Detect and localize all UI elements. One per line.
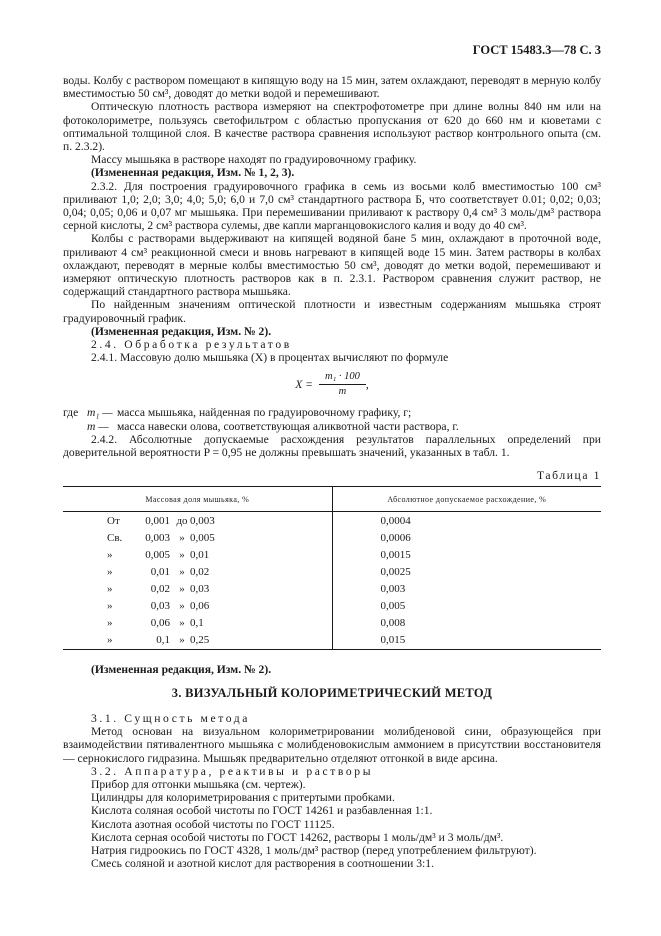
range-sep: до (176, 515, 188, 528)
table-row (63, 632, 601, 650)
range-sep: » (179, 566, 185, 579)
legend-symbol: m — (87, 419, 109, 433)
range-to: 0,01 (190, 549, 210, 562)
range-to: 0,005 (190, 532, 215, 545)
range-to: 0,02 (190, 566, 210, 579)
formula-legend (63, 406, 601, 419)
range-to: 0,1 (190, 617, 204, 630)
paragraph: воды. Колбу с раствором помещают в кипящую воду на 15 мин, затем охлаждают, переводят в мерную колбу вместимостью 50 см³, доводят до метки водой и перемешивают. (63, 74, 601, 101)
cell-mass-range (63, 547, 332, 564)
cell-tolerance: 0,005 (380, 600, 406, 613)
paragraph: 2.4.1. Массовую долю мышьяка (X) в процентах вычисляют по формуле (91, 351, 449, 365)
list-item: Кислота серная особой чистоты по ГОСТ 14262, растворы 1 моль/дм³ и 3 моль/дм³. (91, 830, 504, 844)
formula-denominator: m (338, 385, 347, 397)
range-from: 0,02 (150, 583, 170, 596)
range-prefix: Св. (107, 532, 123, 545)
paragraph: Колбы с растворами выдерживают на кипящей водяной бане 5 мин, охлаждают в проточной воде, приливают 4 см³ реакционной смеси и вновь нагревают в кипящей воде 15 мин. Затем растворы в колбах охлаждают, переводят в мерные колбы вместимостью 50 см³, доводят до метки водой, перемешивают и измеряют оптическую плотность растворов как в п. 2.3.1. Раствором сравнения служит раствор, не содержащий стандартного раствора мышьяка. (63, 232, 601, 299)
cell-mass-range (63, 632, 332, 650)
range-sep: » (179, 634, 185, 647)
section-heading: 3.1. Сущность метода (91, 711, 251, 725)
list-item: Прибор для отгонки мышьяка (см. чертеж). (91, 777, 306, 791)
legend-text: масса навески олова, соответствующая аликвотной части раствора, г. (117, 419, 459, 433)
range-to: 0,06 (190, 600, 210, 613)
table-row (63, 530, 601, 547)
range-prefix: » (107, 549, 113, 562)
table-row (63, 598, 601, 615)
list-item: Смесь соляной и азотной кислот для растворения в соотношении 3:1. (91, 857, 434, 871)
range-sep: » (179, 532, 185, 545)
revision-note: (Измененная редакция, Изм. № 2). (91, 324, 272, 338)
section-heading: 3.2. Аппаратура, реактивы и растворы (91, 764, 374, 778)
range-from: 0,06 (150, 617, 170, 630)
formula-lhs: X = (295, 377, 314, 391)
cell-tolerance: 0,003 (380, 583, 406, 596)
tolerance-table (63, 486, 601, 650)
cell-tolerance: 0,0004 (380, 515, 411, 528)
cell-mass-range (63, 581, 332, 598)
document-page (63, 44, 601, 870)
paragraph: Оптическую плотность раствора измеряют на спектрофотометре при длине волны 840 нм или на фотоколориметре, пользуясь светофильтром с областью пропускания от 620 до 660 нм и кюветами с оптимальной толщиной слоя. В качестве раствора сравнения используют раствор контрольного опыта (см. п. 2.3.2). (63, 100, 601, 154)
revision-note: (Измененная редакция, Изм. № 1, 2, 3). (91, 166, 295, 180)
formula-tail: , (365, 377, 369, 391)
cell-mass-range (63, 598, 332, 615)
table-row (63, 547, 601, 564)
paragraph: Массу мышьяка в растворе находят по градуировочному графику. (91, 153, 417, 167)
range-prefix: » (107, 583, 113, 596)
range-to: 0,25 (190, 634, 210, 647)
paragraph: 2.4.2. Абсолютные допускаемые расхождения результатов параллельных определений при доверительной вероятности P = 0,95 не должны превышать значений, указанных в табл. 1. (63, 432, 601, 460)
list-item: Кислота соляная особой чистоты по ГОСТ 14261 и разбавленная 1:1. (91, 804, 433, 818)
range-sep: » (179, 583, 185, 596)
range-from: 0,005 (145, 549, 170, 562)
legend-text: масса мышьяка, найденная по градуировочному графику, г; (117, 406, 412, 420)
range-sep: » (179, 549, 185, 562)
table-row (63, 512, 601, 531)
cell-tolerance: 0,0015 (380, 549, 411, 562)
cell-mass-range (63, 615, 332, 632)
section-heading: 2.4. Обработка результатов (91, 338, 292, 352)
table-row (63, 581, 601, 598)
table-header-mass-fraction: Массовая доля мышьяка, % (63, 487, 332, 512)
cell-tolerance: 0,015 (332, 632, 601, 650)
range-prefix: » (107, 600, 113, 613)
formula-legend (63, 420, 601, 433)
list-item: Натрия гидроокись по ГОСТ 4328, 1 моль/дм³ раствор (перед употреблением фильтруют). (91, 843, 537, 857)
table-header-tolerance: Абсолютное допускаемое расхождение, % (332, 487, 601, 512)
range-sep: » (179, 600, 185, 613)
paragraph: По найденным значениям оптической плотности и известным содержаниям мышьяка строят градуировочный график. (63, 298, 601, 325)
range-from: 0,1 (156, 634, 170, 647)
range-prefix: » (107, 566, 113, 579)
revision-note: (Измененная редакция, Изм. № 2). (91, 663, 272, 677)
page-header: ГОСТ 15483.3—78 С. 3 (472, 43, 601, 57)
paragraph: Метод основан на визуальном колориметрировании молибденовой сини, образующейся при взаимодействии пятивалентного мышьяка с молибденовокислым аммонием в присутствии восстановителя — сернокислого гидразина. Мышьяк предварительно отделяют отгонкой в виде арсина. (63, 725, 601, 765)
formula-fraction (319, 371, 366, 398)
cell-mass-range (63, 512, 332, 531)
cell-tolerance: 0,0025 (380, 566, 411, 579)
table-row (63, 564, 601, 581)
cell-mass-range (63, 564, 332, 581)
range-from: 0,003 (145, 532, 170, 545)
table-caption: Таблица 1 (537, 469, 601, 483)
range-prefix: » (107, 617, 113, 630)
range-to: 0,003 (190, 515, 215, 528)
section-title: 3. ВИЗУАЛЬНЫЙ КОЛОРИМЕТРИЧЕСКИЙ МЕТОД (171, 685, 493, 700)
range-to: 0,03 (190, 583, 210, 596)
legend-prefix: где (63, 406, 79, 420)
list-item: Кислота азотная особой чистоты по ГОСТ 11125. (91, 817, 335, 831)
formula-numerator: m₁ · 100 (319, 371, 366, 385)
range-prefix: От (107, 515, 120, 528)
list-item: Цилиндры для колориметрирования с притертыми пробками. (91, 791, 395, 805)
cell-tolerance: 0,0006 (380, 532, 411, 545)
range-prefix: » (107, 634, 113, 647)
cell-mass-range (63, 530, 332, 547)
legend-symbol: m₁ — (87, 406, 113, 420)
range-from: 0,001 (145, 515, 170, 528)
formula (63, 366, 601, 402)
range-sep: » (179, 617, 185, 630)
range-from: 0,03 (150, 600, 170, 613)
cell-tolerance: 0,008 (380, 617, 406, 630)
paragraph: 2.3.2. Для построения градуировочного графика в семь из восьми колб вместимостью 100 см³ приливают 1,0; 2,0; 3,0; 4,0; 5,0; 6,0 и 7,0 см³ стандартного раствора Б, что соответствует 0.01; 0,02; 0,03; 0,04; 0,05; 0,06 и 0,07 мг мышьяка. При перемешивании приливают к раствору 0,4 см³ 3 моль/дм³ раствора серной кислоты, 2 см³ раствора сулемы, две капли марганцовокислого калия и воду до 40 см³. (63, 179, 601, 233)
table-row (63, 615, 601, 632)
range-from: 0,01 (150, 566, 170, 579)
